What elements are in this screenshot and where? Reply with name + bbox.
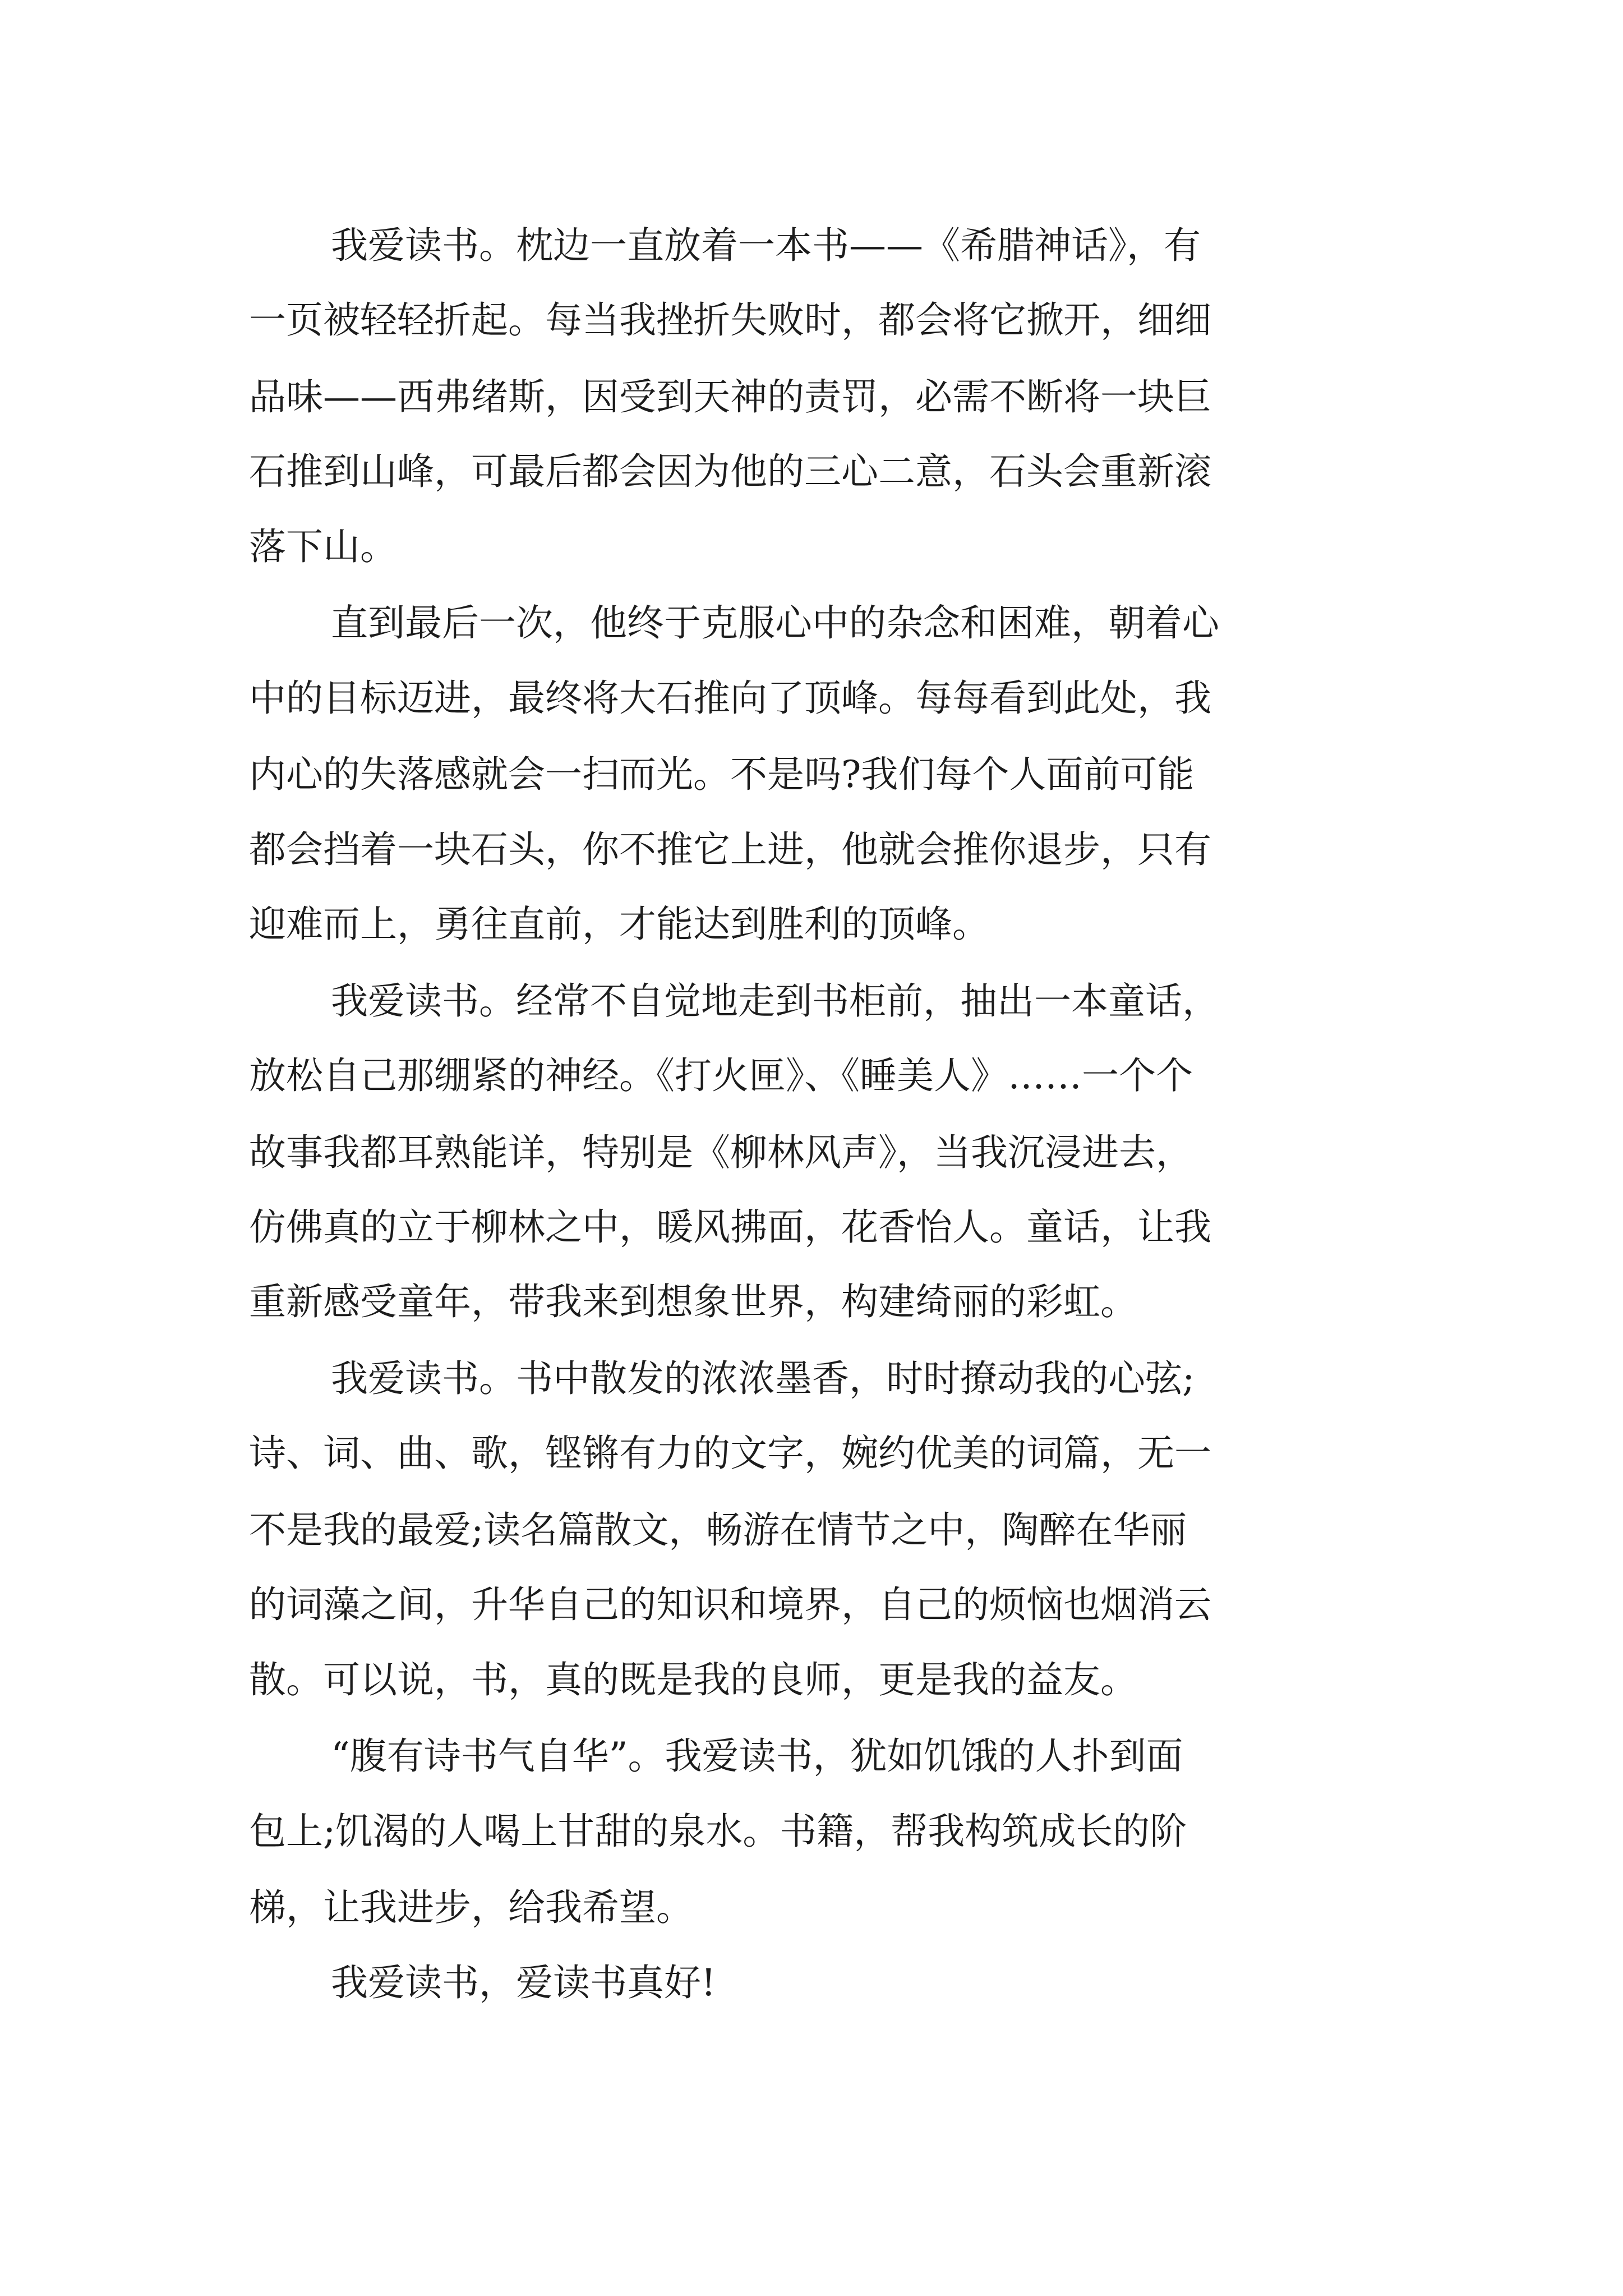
paragraph-3-line-3: 故事我都耳熟能详，特别是《柳林风声》，当我沉浸进去，: [249, 1131, 1193, 1174]
paragraph-5-line-1: “腹有诗书气自华”。我爱读书，犹如饥饿的人扑到面: [331, 1734, 1183, 1778]
paragraph-2-line-1: 直到最后一次，他终于克服心中的杂念和困难，朝着心: [331, 601, 1219, 645]
paragraph-1-line-2: 一页被轻轻折起。每当我挫折失败时，都会将它掀开，细细: [249, 298, 1211, 342]
paragraph-4-line-4: 的词藻之间，升华自己的知识和境界，自己的烦恼也烟消云: [249, 1583, 1211, 1626]
paragraph-2-line-3: 内心的失落感就会一扫而光。不是吗?我们每个人面前可能: [249, 753, 1195, 796]
paragraph-2-line-2: 中的目标迈进，最终将大石推向了顶峰。每每看到此处，我: [249, 677, 1211, 720]
paragraph-3-line-4: 仿佛真的立于柳林之中，暖风拂面，花香怡人。童话，让我: [249, 1205, 1211, 1249]
paragraph-1-line-4: 石推到山峰，可最后都会因为他的三心二意，石头会重新滚: [249, 450, 1211, 493]
paragraph-4-line-3: 不是我的最爱;读名篇散文，畅游在情节之中，陶醉在华丽: [249, 1508, 1187, 1552]
paragraph-1-line-1: 我爱读书。枕边一直放着一本书——《希腊神话》，有: [331, 224, 1201, 267]
paragraph-2-line-4: 都会挡着一块石头，你不推它上进，他就会推你退步，只有: [249, 828, 1211, 871]
paragraph-3-line-1: 我爱读书。经常不自觉地走到书柜前，抽出一本童话，: [331, 979, 1219, 1023]
paragraph-4-line-1: 我爱读书。书中散发的浓浓墨香，时时撩动我的心弦;: [331, 1357, 1195, 1400]
paragraph-6-line-1: 我爱读书，爱读书真好!: [331, 1961, 716, 2004]
paragraph-2-line-5: 迎难而上，勇往直前，才能达到胜利的顶峰。: [249, 903, 989, 946]
paragraph-3-line-5: 重新感受童年，带我来到想象世界，构建绮丽的彩虹。: [249, 1280, 1137, 1323]
paragraph-5-line-2: 包上;饥渴的人喝上甘甜的泉水。书籍，帮我构筑成长的阶: [249, 1810, 1187, 1853]
paragraph-3-line-2: 放松自己那绷紧的神经。《打火匣》、《睡美人》……一个个: [249, 1054, 1193, 1097]
paragraph-5-line-3: 梯，让我进步，给我希望。: [249, 1886, 693, 1929]
paragraph-1-line-3: 品味——西弗绪斯，因受到天神的责罚，必需不断将一块巨: [249, 375, 1211, 418]
paragraph-4-line-2: 诗、词、曲、歌，铿锵有力的文字，婉约优美的词篇，无一: [249, 1432, 1211, 1475]
paragraph-4-line-5: 散。可以说，书，真的既是我的良师，更是我的益友。: [249, 1658, 1137, 1701]
paragraph-1-line-5: 落下山。: [249, 525, 397, 568]
